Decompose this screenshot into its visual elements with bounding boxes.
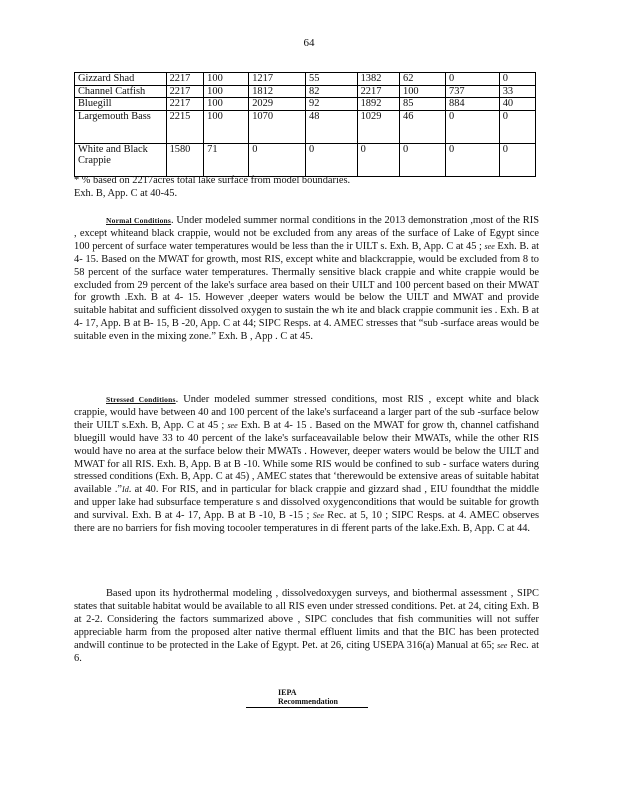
normal-conditions-paragraph: Normal Conditions. Under modeled summer normal conditions in the 2013 demonstration ,most of the RIS , except whiteand black crappie, would not be excluded from any areas of the surface of Lake of Egypt since 100 percent of surface water temperatures would be less than the ir UILT s. Exh. B, App. C at 45 ; see Exh. B. at 4- 15. Based on the MWAT for growth, most RIS, except white and blackcrappie, would be excluded from 8 to 58 percent of the surface water temperatures. Thermally sensitive black crappie and white crappie would be excluded from 29 percent of the lake's surface area based on their UILT and 100 percent based on their MWAT for growth .Exh. B at 4- 15. However ,deeper waters would be below the UILT and MWAT and provide suitable habitat and sufficient dissolved oxygen to sustain the wh ite and black crappie communit ies . Exh. B at 4- 17, App. B at B- 15, B -20, App. C at 44; SIPC Resps. at 4. AMEC stresses that “sub -surface areas would be suitable even in the mixing zone.” Exh. B , App . C at 45. (74, 215, 539, 343)
table-cell: 55 (306, 73, 358, 86)
table-row (75, 98, 536, 111)
table-cell: 1892 (357, 98, 399, 111)
species-cell: Bluegill (75, 98, 167, 111)
table-row (75, 85, 536, 98)
table-cell: 0 (499, 110, 535, 143)
table-source: Exh. B, App. C at 40-45. (74, 188, 178, 199)
table-cell: 46 (400, 110, 446, 143)
section-heading: IEPA Recommendation (246, 688, 368, 708)
species-cell: Channel Catfish (75, 85, 167, 98)
stressed-conditions-paragraph: Stressed Conditions. Under modeled summer stressed conditions, most RIS , except white and black crappie, would have between 40 and 100 percent of the lake's surfaceand a larger part of the sub -surface below their UILT s.Exh. B, App. C at 45 ; see Exh. B at 4- 15 . Based on the MWAT for grow th, channel catfishand bluegill would have 33 to 40 percent of the lake's surfaceavailable below their MWATs, while the other RIS would have no area at the surface below their MWATs . However, deeper waters would be below the UILT and MWAT for all RIS. Exh. B, App. B at B -10. While some RIS would be confined to sub - surface waters during stressed conditions (Exh. B, App. C at 45) , AMEC states that ‘therewould be extensive areas of suitable habitat available .”Id. at 40. For RIS, and in particular for black crappie and gizzard shad , EIU foundthat the middle and upper lake had subsurface temperature s and dissolved oxygenconditions that would be suitable for growth and survival. Exh. B at 4- 17, App. B at B -10, B -15 ; See Rec. at 5, 10 ; SIPC Resps. at 4. AMEC observes there are no barriers for fish moving tocooler temperatures in di fferent parts of the lake.Exh. B, App. C at 44. (74, 394, 540, 535)
table-cell: 1580 (166, 143, 204, 176)
table-cell: 0 (446, 73, 500, 86)
table-cell: 48 (306, 110, 358, 143)
table-cell: 1217 (249, 73, 306, 86)
table-cell: 33 (499, 85, 535, 98)
table-cell: 62 (400, 73, 446, 86)
table-cell: 1382 (357, 73, 399, 86)
species-cell: Largemouth Bass (75, 110, 167, 143)
table-cell: 2217 (166, 85, 204, 98)
table-cell: 82 (306, 85, 358, 98)
table-cell: 0 (400, 143, 446, 176)
species-cell: White and Black Crappie (75, 143, 167, 176)
table-cell: 0 (249, 143, 306, 176)
table-cell: 1070 (249, 110, 306, 143)
table-cell: 100 (400, 85, 446, 98)
table-cell: 100 (204, 98, 249, 111)
table-cell: 884 (446, 98, 500, 111)
table-cell: 1812 (249, 85, 306, 98)
table-cell: 100 (204, 73, 249, 86)
table-cell: 1029 (357, 110, 399, 143)
table-cell: 2217 (166, 73, 204, 86)
page-number: 64 (303, 37, 315, 49)
species-cell: Gizzard Shad (75, 73, 167, 86)
table-cell: 2029 (249, 98, 306, 111)
table-cell: 85 (400, 98, 446, 111)
table-cell: 2215 (166, 110, 204, 143)
table-cell: 40 (499, 98, 535, 111)
table-row (75, 73, 536, 86)
fish-habitat-table (74, 72, 536, 177)
conclusion-paragraph: Based upon its hydrothermal modeling , dissolvedoxygen surveys, and biothermal assessment , SIPC states that suitable habitat would be available to all RIS even under stressed conditions. Pet. at 24, citing Exh. B at 2-2. Considering the factors summarized above , SIPC concludes that fish communities will not suffer appreciable harm from the proposed alter native thermal effluent limits and that the BIC has been protected andwill continue to be protected in the Lake of Egypt. Pet. at 26, citing USEPA 316(a) Manual at 65; see Rec. at 6. (74, 588, 539, 664)
table-cell: 0 (446, 143, 500, 176)
table-cell: 71 (204, 143, 249, 176)
table-cell: 0 (357, 143, 399, 176)
table-row (75, 143, 536, 176)
table-cell: 2217 (166, 98, 204, 111)
table-cell: 92 (306, 98, 358, 111)
table-footnote: * % based on 2217acres total lake surface from model boundaries. (74, 175, 351, 186)
table-cell: 0 (306, 143, 358, 176)
table-cell: 100 (204, 85, 249, 98)
table-cell: 2217 (357, 85, 399, 98)
table-cell: 0 (499, 73, 535, 86)
normal-conditions-heading: Normal Conditions (106, 216, 172, 225)
table-cell: 100 (204, 110, 249, 143)
table-cell: 0 (499, 143, 535, 176)
table-cell: 0 (446, 110, 500, 143)
table-row (75, 110, 536, 143)
table-cell: 737 (446, 85, 500, 98)
stressed-conditions-heading: Stressed Conditions (106, 395, 176, 404)
